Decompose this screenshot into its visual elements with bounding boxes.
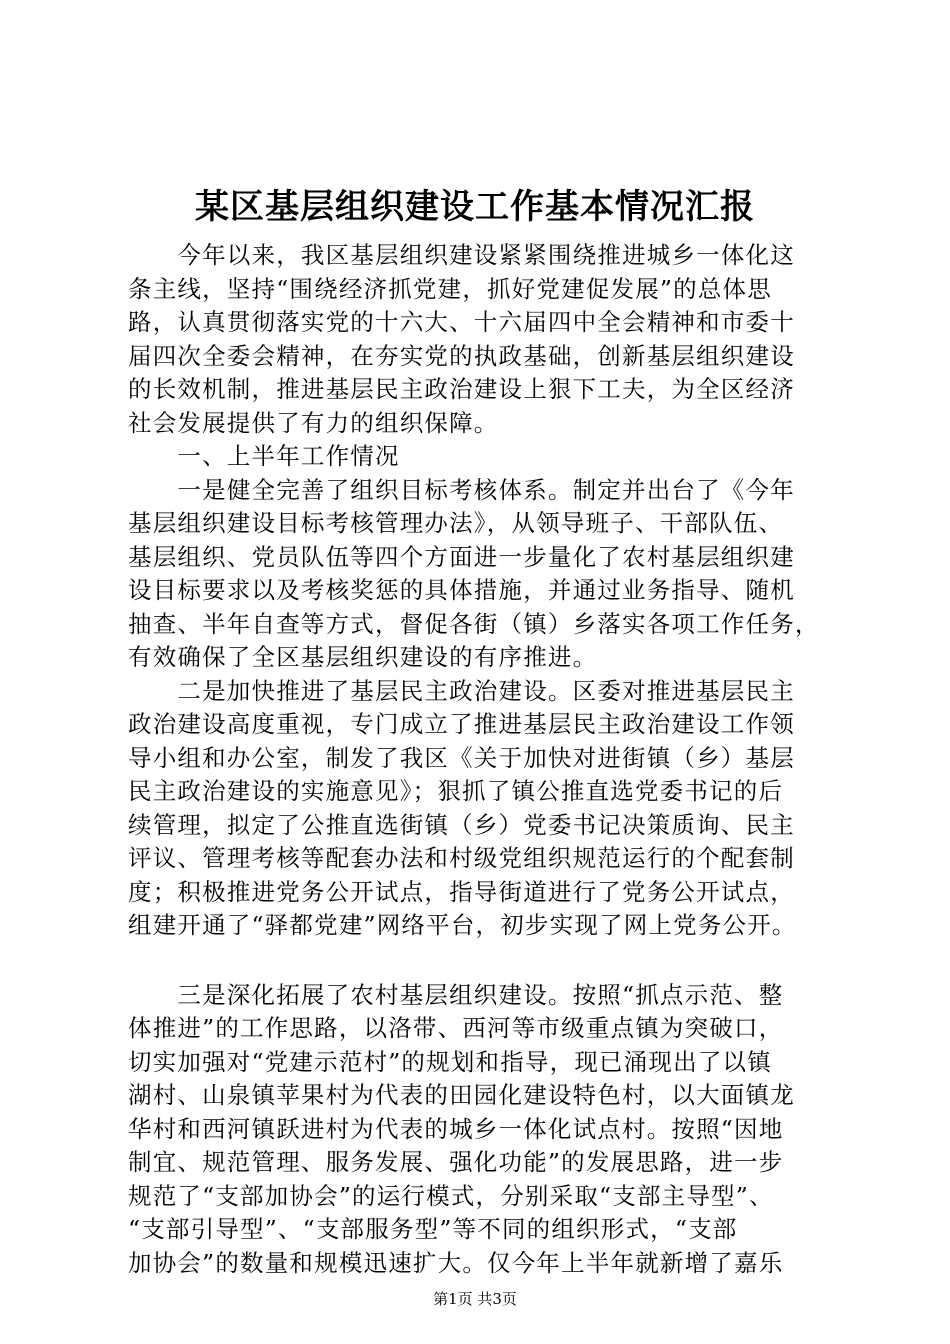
body-line: 导小组和办公室，制发了我区《关于加快对进街镇（乡）基层: [128, 744, 795, 772]
body-line: 湖村、山泉镇苹果村为代表的田园化建设特色村，以大面镇龙: [128, 1081, 795, 1109]
body-line: 规范了“支部加协会”的运行模式，分别采取“支部主导型”、: [128, 1182, 774, 1210]
body-line: 制宜、规范管理、服务发展、强化功能”的发展思路，进一步: [128, 1148, 784, 1176]
page-footer: 第1页 共3页: [433, 1290, 517, 1308]
body-line: 有效确保了全区基层组织建设的有序推进。: [128, 643, 598, 671]
body-line: 条主线，坚持“围绕经济抓党建，抓好党建促发展”的总体思: [128, 275, 772, 303]
body-line: 三是深化拓展了农村基层组织建设。按照“抓点示范、整: [128, 981, 784, 1009]
body-line: 二是加快推进了基层民主政治建设。区委对推进基层民主: [128, 677, 795, 705]
body-line: 华村和西河镇跃进村为代表的城乡一体化试点村。按照“因地: [128, 1115, 784, 1143]
body-line: 加协会”的数量和规模迅速扩大。仅今年上半年就新增了嘉乐: [128, 1249, 784, 1277]
body-line: 路，认真贯彻落实党的十六大、十六届四中全会精神和市委十: [128, 308, 795, 336]
body-line: 基层组织、党员队伍等四个方面进一步量化了农村基层组织建: [128, 543, 795, 571]
body-line: 体推进”的工作思路，以洛带、西河等市级重点镇为突破口，: [128, 1014, 784, 1042]
body-line: “支部引导型”、“支部服务型”等不同的组织形式，“支部: [128, 1215, 738, 1243]
body-line: 届四次全委会精神，在夯实党的执政基础，创新基层组织建设: [128, 342, 795, 370]
body-line: 政治建设高度重视，专门成立了推进基层民主政治建设工作领: [128, 710, 795, 738]
body-line: 续管理，拟定了公推直选街镇（乡）党委书记决策质询、民主: [128, 811, 795, 839]
body-line: 一是健全完善了组织目标考核体系。制定并出台了《今年: [128, 476, 795, 504]
body-line: 基层组织建设目标考核管理办法》，从领导班子、干部队伍、: [128, 509, 784, 537]
body-line: 评议、管理考核等配套办法和村级党组织规范运行的个配套制: [128, 844, 795, 872]
section-heading: 一、上半年工作情况: [128, 442, 400, 470]
body-line: 今年以来，我区基层组织建设紧紧围绕推进城乡一体化这: [128, 241, 795, 269]
body-line: 民主政治建设的实施意见》；狠抓了镇公推直选党委书记的后: [128, 777, 784, 805]
body-line: 组建开通了“驿都党建”网络平台，初步实现了网上党务公开。: [128, 911, 797, 939]
body-line: 度；积极推进党务公开试点，指导街道进行了党务公开试点，: [128, 878, 795, 906]
body-line: 抽查、半年自查等方式，督促各街（镇）乡落实各项工作任务，: [128, 610, 820, 638]
document-title: 某区基层组织建设工作基本情况汇报: [195, 187, 755, 227]
body-line: 切实加强对“党建示范村”的规划和指导，现已涌现出了以镇: [128, 1048, 772, 1076]
body-line: 的长效机制，推进基层民主政治建设上狠下工夫，为全区经济: [128, 375, 795, 403]
body-line: 设目标要求以及考核奖惩的具体措施，并通过业务指导、随机: [128, 576, 795, 604]
body-line: 社会发展提供了有力的组织保障。: [128, 409, 499, 437]
